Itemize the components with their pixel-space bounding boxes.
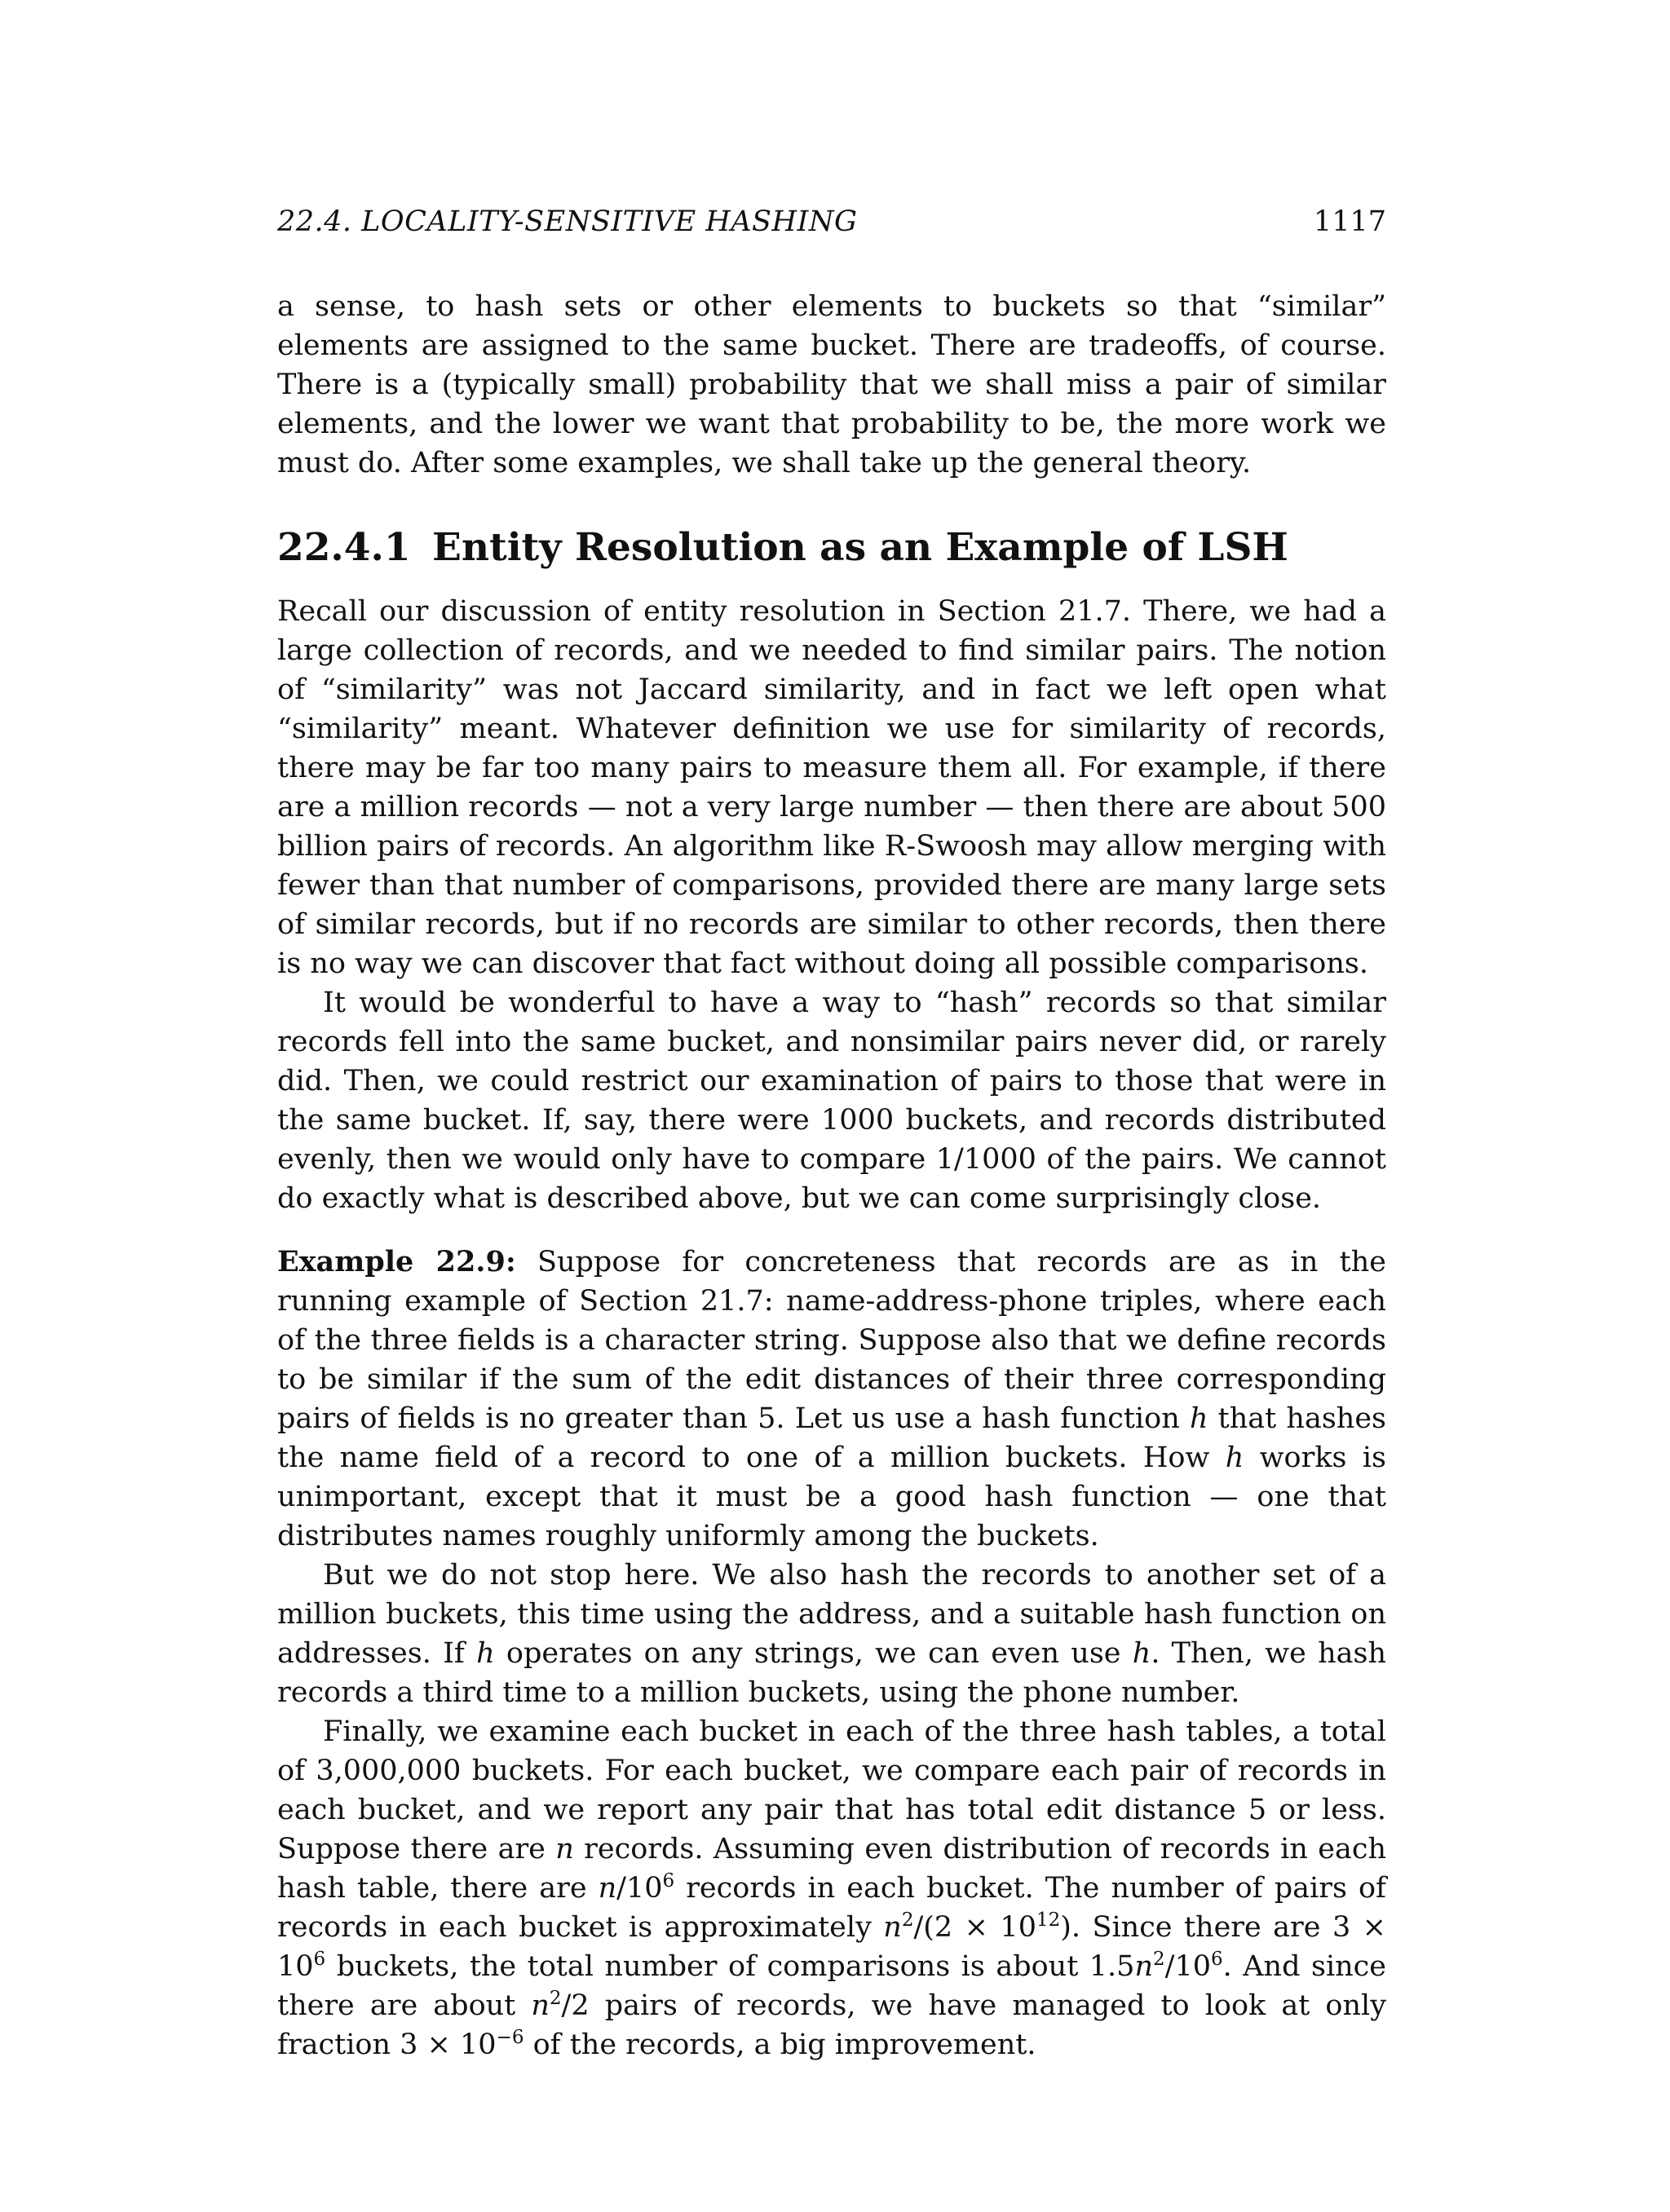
text-run: /10 xyxy=(1164,1950,1211,1983)
text-run: records in each bucket. The number of pairs of records in each bucket is approximately xyxy=(277,1872,1386,1944)
section-title: Entity Resolution as an Example of LSH xyxy=(432,525,1288,570)
example-paragraph-1 xyxy=(277,1243,1386,1556)
math-var-h: h xyxy=(476,1637,495,1670)
math-var-n: n xyxy=(531,1989,550,2022)
superscript: 2 xyxy=(1153,1949,1165,1970)
superscript: 6 xyxy=(662,1870,675,1892)
math-var-n: n xyxy=(1134,1950,1154,1983)
example-block xyxy=(277,1243,1386,2064)
text-run: /2 pairs of records, we have managed to look at only fraction 3 × 10 xyxy=(277,1989,1386,2061)
example-label: Example 22.9: xyxy=(277,1245,516,1278)
example-paragraph-2 xyxy=(277,1556,1386,1712)
page-number: 1117 xyxy=(1313,205,1386,238)
example-paragraph-3 xyxy=(277,1712,1386,2064)
superscript: 6 xyxy=(1210,1949,1223,1970)
text-run: Finally, we examine each bucket in each of the three hash tables, a total of 3,000,000 buckets. For each bucket, we compare each pair of records in each bucket, and we report any pair that has total edit distance 5 or less. Suppose there are xyxy=(277,1715,1386,1865)
text-run: Suppose for concreteness that records are as in the running example of Section 21.7: name-address-phone triples, where each of the three fields is a character string. Suppose also that we define records to be similar if the sum of the edit distances of their three corresponding pairs of fields is no greater than 5. Let us use a hash function xyxy=(277,1246,1386,1435)
text-run: ). Since there are 3 × 10 xyxy=(277,1911,1386,1983)
math-var-h: h xyxy=(1225,1442,1244,1474)
text-run: records. Assuming even distribution of records in each hash table, there are xyxy=(277,1833,1386,1905)
intro-paragraph: a sense, to hash sets or other elements to buckets so that “similar” elements are assigned to the same bucket. There are tradeoffs, of course. There is a (typically small) probability that we shall miss a pair of similar elements, and the lower we want that probability to be, the more work we must do. After some examples, we shall take up the general theory. xyxy=(277,290,1386,479)
text-run: . Then, we hash records a third time to a million buckets, using the phone number. xyxy=(277,1637,1387,1709)
text-run: operates on any strings, we can even use xyxy=(494,1637,1133,1670)
math-var-h: h xyxy=(1189,1402,1208,1435)
math-var-n: n xyxy=(598,1872,617,1905)
text-run: that hashes the name field of a record to one of a million buckets. How xyxy=(277,1402,1386,1474)
body-paragraph-1: Recall our discussion of entity resolution in Section 21.7. There, we had a large collection of records, and we needed to find similar pairs. The notion of “similarity” was not Jaccard similarity, and in fact we left open what “similarity” meant. Whatever definition we use for similarity of records, there may be far too many pairs to measure them all. For example, if there are a million records — not a very large number — then there are about 500 billion pairs of records. An algorithm like R-Swoosh may allow merging with fewer than that number of comparisons, provided there are many large sets of similar records, but if no records are similar to other records, then there is no way we can discover that fact without doing all possible comparisons. xyxy=(277,595,1386,980)
text-run: /(2 × 10 xyxy=(913,1911,1036,1944)
superscript: 12 xyxy=(1036,1910,1061,1931)
text-run: works is unimportant, except that it must be a good hash function — one that distributes names roughly uniformly among the buckets. xyxy=(277,1442,1386,1552)
text-run: buckets, the total number of comparisons is about 1.5 xyxy=(325,1950,1135,1983)
superscript: 2 xyxy=(901,1910,914,1931)
superscript: −6 xyxy=(496,2027,524,2048)
superscript: 6 xyxy=(313,1949,326,1970)
body-paragraph-2: It would be wonderful to have a way to “hash” records so that similar records fell into the same bucket, and nonsimilar pairs never did, or rarely did. Then, we could restrict our examination of pairs to those that were in the same bucket. If, say, there were 1000 buckets, and records distributed evenly, then we would only have to compare 1/1000 of the pairs. We cannot do exactly what is described above, but we can come surprisingly close. xyxy=(277,987,1386,1215)
superscript: 2 xyxy=(549,1988,562,2009)
text-run: of the records, a big improvement. xyxy=(524,2029,1036,2061)
text-run: . And since there are about xyxy=(277,1950,1386,2022)
running-head xyxy=(277,204,1386,240)
text-run: /10 xyxy=(616,1872,663,1905)
math-var-h: h xyxy=(1132,1637,1151,1670)
text-run: But we do not stop here. We also hash the records to another set of a million buckets, this time using the address, and a suitable hash function on addresses. If xyxy=(277,1559,1386,1670)
section-number: 22.4.1 xyxy=(277,525,411,570)
math-var-n: n xyxy=(883,1911,902,1944)
page xyxy=(277,204,1386,2064)
math-var-n: n xyxy=(555,1833,574,1865)
section-heading xyxy=(277,523,1386,572)
running-head-title: 22.4. LOCALITY-SENSITIVE HASHING xyxy=(277,205,858,238)
